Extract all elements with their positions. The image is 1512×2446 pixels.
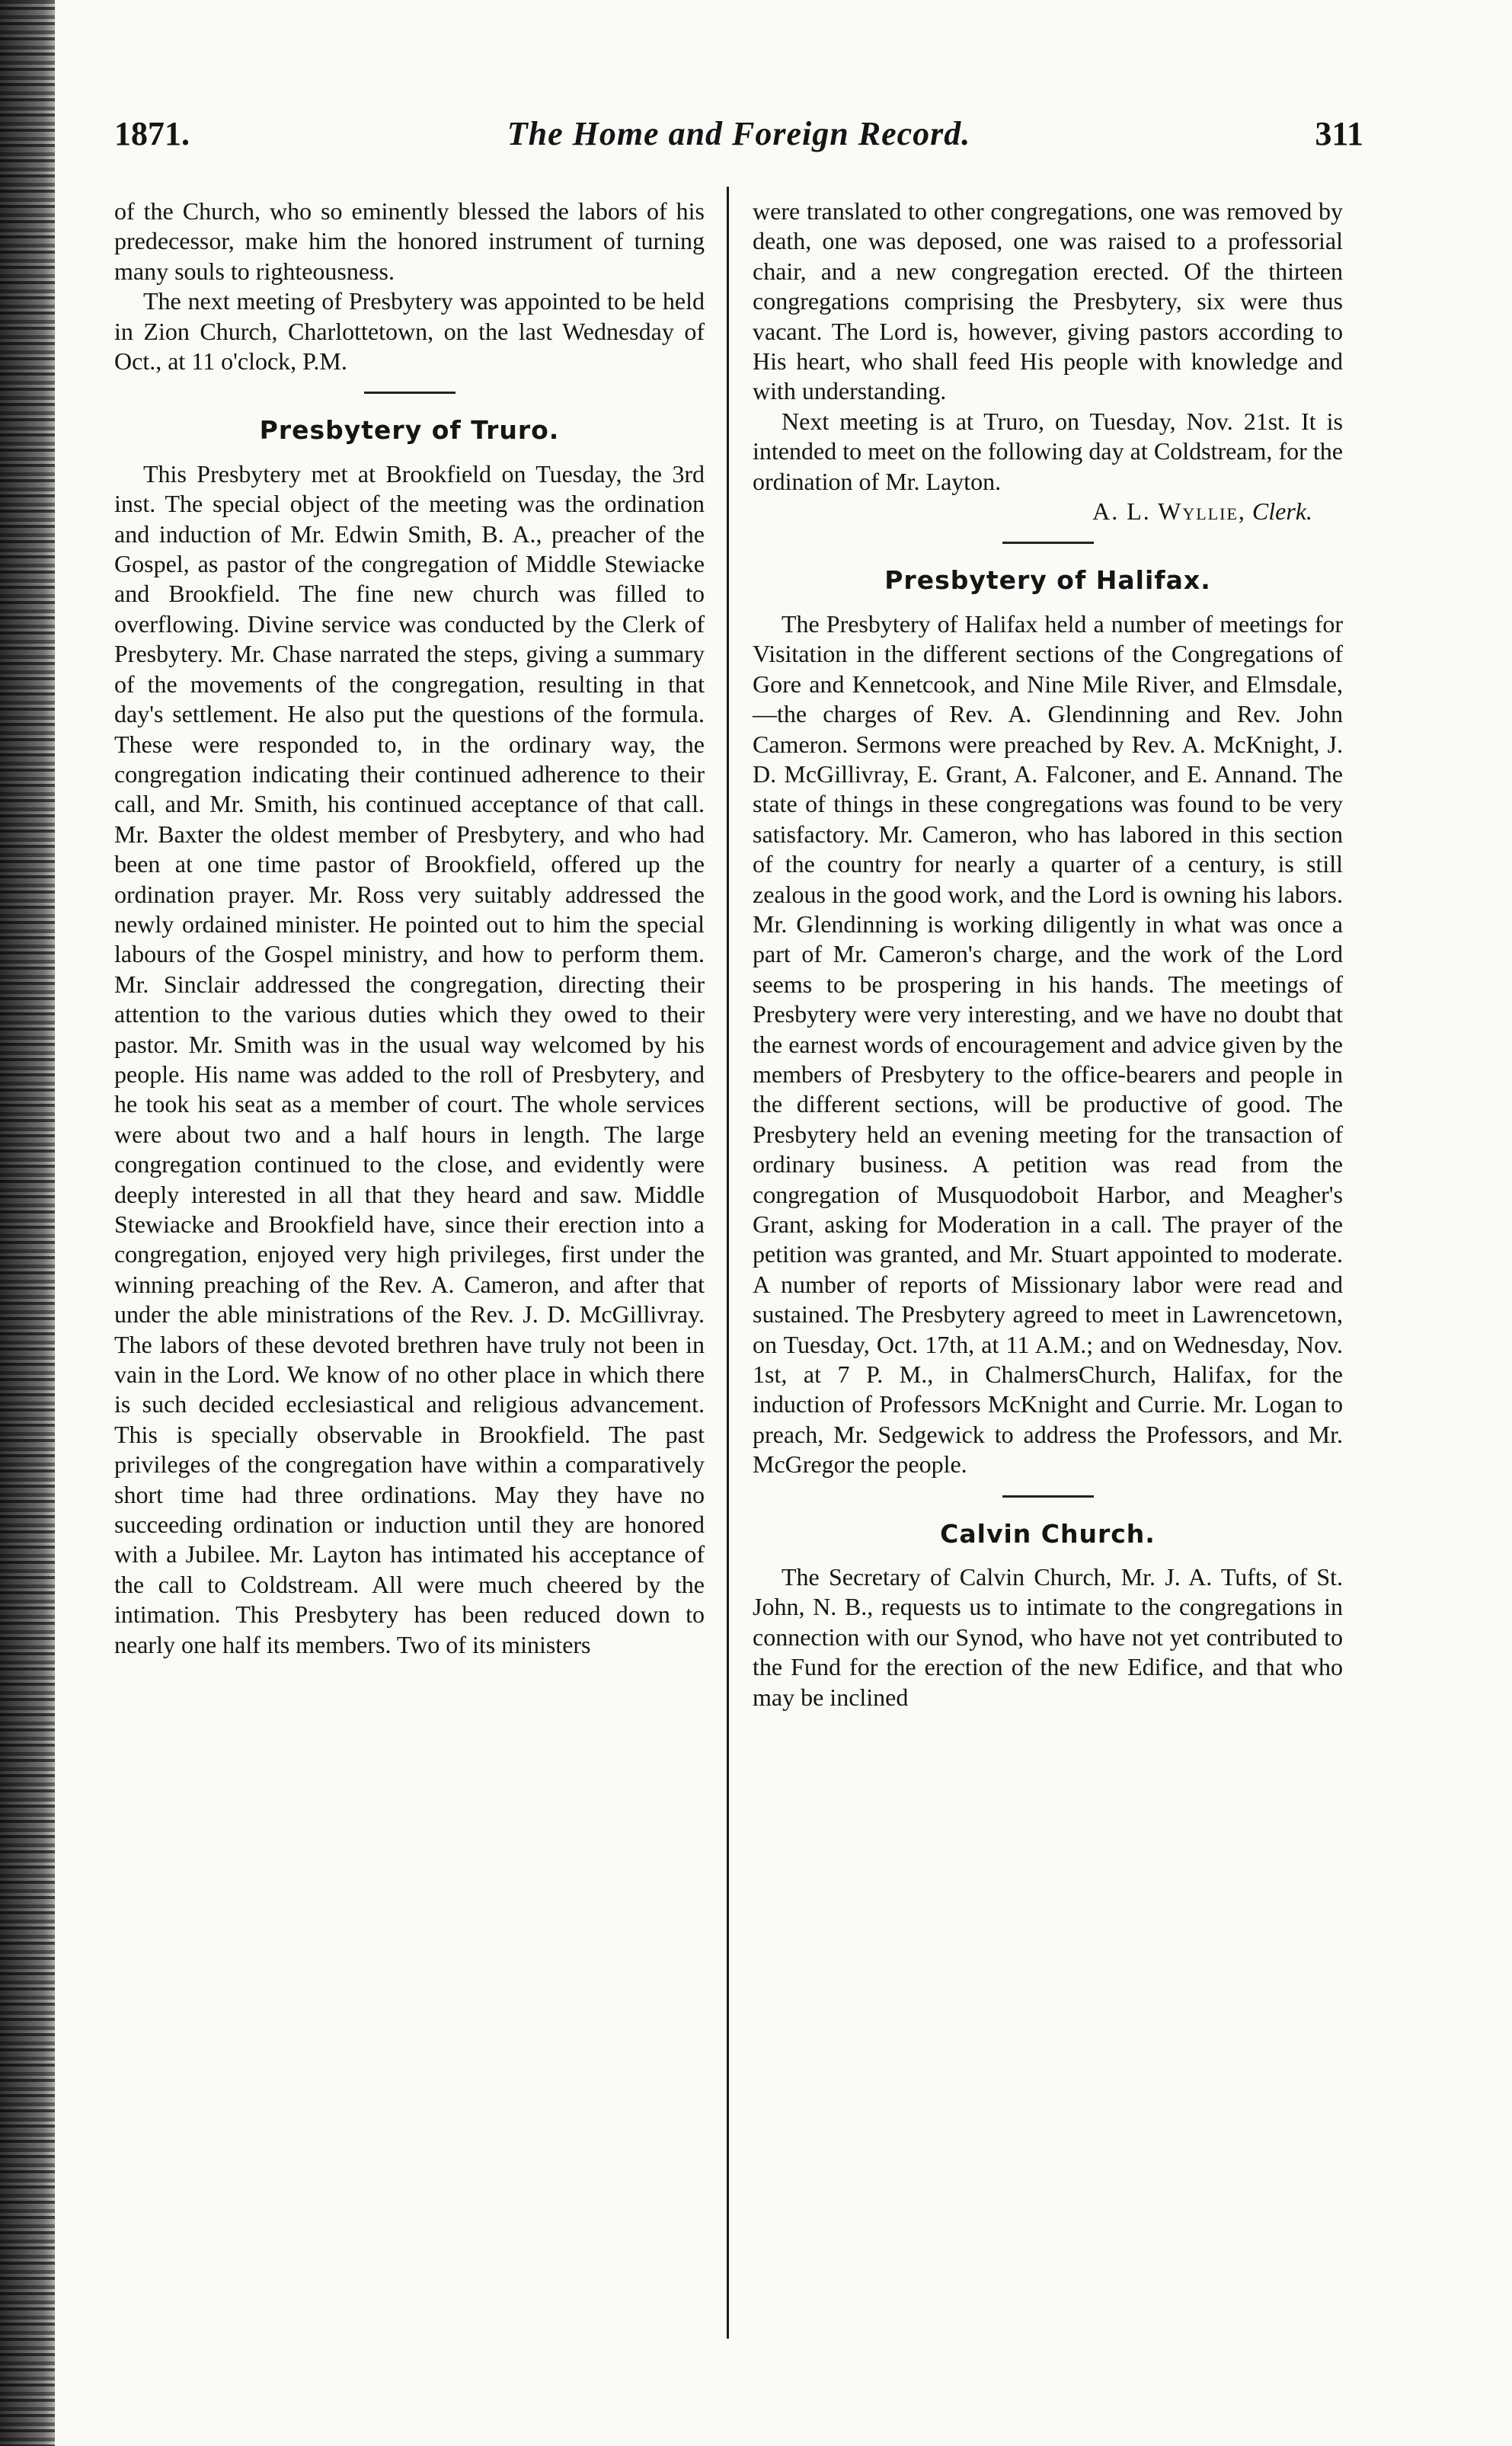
running-header [114, 114, 1363, 183]
section-rule [364, 392, 456, 394]
truro-next-meeting: Next meeting is at Truro, on Tuesday, Nov. 21st. It is intended to meet on the following day at Coldstream, for the ordination of Mr. Layton. [753, 407, 1343, 495]
section-rule [1002, 542, 1094, 544]
signature-role: Clerk. [1251, 497, 1312, 526]
column-divider [727, 187, 729, 2339]
calvin-heading: Calvin Church. [940, 1518, 1156, 1549]
book-binding-edge [0, 0, 55, 2446]
section-rule [1002, 1495, 1094, 1498]
header-title: The Home and Foreign Record. [507, 115, 971, 152]
calvin-body: The Secretary of Calvin Church, Mr. J. A. Tufts, of St. John, N. B., requests us to intimate to the congregations in connection with our Synod, who have not yet contributed to the Fund for the erection of the new Edifice, and that who may be inclined [753, 1563, 1343, 1711]
next-meeting-paragraph: The next meeting of Presbytery was appointed to be held in Zion Church, Charlottetown, on the last Wednesday of Oct., at 11 o'clock, P.M. [114, 287, 705, 376]
signature-name: A. L. Wyllie, [1092, 497, 1246, 526]
header-year: 1871. [114, 115, 190, 152]
continued-paragraph: of the Church, who so eminently blessed the labors of his predecessor, make him the honored instrument of turning many souls to righteousness. [114, 197, 705, 285]
truro-heading: Presbytery of Truro. [259, 415, 560, 446]
truro-continued: were translated to other congregations, one was removed by death, one was deposed, one was raised to a professorial chair, and a new congregation erected. Of the thirteen congregations comprising the Presbytery, six were thus vacant. The Lord is, however, giving pastors according to His heart, who shall feed His people with knowledge and with understanding. [753, 197, 1343, 405]
page-number: 311 [1315, 115, 1363, 152]
halifax-body: The Presbytery of Halifax held a number of meetings for Visitation in the different sections of the Congregations of Gore and Kennetcook, and Nine Mile River, and Elmsdale,—the charges of Rev. A. Glendinning and Rev. John Cameron. Sermons were preached by Rev. A. McKnight, J. D. McGillivray, E. Grant, A. Falconer, and E. Annand. The state of things in these congregations was found to be very satisfactory. Mr. Cameron, who has labored in this section of the country for nearly a quarter of a century, is still zealous in the good work, and the Lord is owning his labors. Mr. Glendinning is working diligently in what was once a part of Mr. Cameron's charge, and the work of the Lord seems to be prospering in his hands. The meetings of Presbytery were very interesting, and we have no doubt that the earnest words of encouragement and advice given by the members of Presbytery to the office-bearers and people in the different sections, will be productive of good. The Presbytery held an evening meeting for the transaction of ordinary business. A petition was read from the congregation of Musquodoboit Harbor, and Meagher's Grant, asking for Moderation in a call. The prayer of the petition was granted, and Mr. Stuart appointed to moderate. A number of reports of Missionary labor were read and sustained. The Presbytery agreed to meet in Lawrencetown, on Tuesday, Oct. 17th, at 11 A.M.; and on Wednesday, Nov. 1st, at 7 P. M., in ChalmersChurch, Halifax, for the induction of Professors McKnight and Currie. Mr. Logan to preach, Mr. Sedgewick to address the Professors, and Mr. McGregor the people. [753, 609, 1343, 1479]
right-column [753, 197, 1343, 1712]
truro-body: This Presbytery met at Brookfield on Tuesday, the 3rd inst. The special object of the meeting was the ordination and induction of Mr. Edwin Smith, B. A., preacher of the Gospel, as pastor of the congregation of Middle Stewiacke and Brookfield. The fine new church was filled to overflowing. Divine service was conducted by the Clerk of Presbytery. Mr. Chase narrated the steps, giving a summary of the movements of the congregation, resulting in that day's settlement. He also put the questions of the formula. These were responded to, in the ordinary way, the congregation indicating their continued adherence to their call, and Mr. Smith, his continued acceptance of that call. Mr. Baxter the oldest member of Presbytery, and who had been at one time pastor of Brookfield, offered up the ordination prayer. Mr. Ross very suitably addressed the newly ordained minister. He pointed out to him the special labours of the Gospel ministry, and how to perform them. Mr. Sinclair addressed the congregation, directing their attention to the various duties which they owed to their pastor. Mr. Smith was in the usual way welcomed by his people. His name was added to the roll of Presbytery, and he took his seat as a member of court. The whole services were about two and a half hours in length. The large congregation continued to the close, and evidently were deeply interested in all that they heard and saw. Middle Stewiacke and Brookfield have, since their erection into a congregation, enjoyed very high privileges, first under the winning preaching of the Rev. A. Cameron, and after that under the able ministrations of the Rev. J. D. McGillivray. The labors of these devoted brethren have truly not been in vain in the Lord. We know of no other place in which there is such decided ecclesiastical and religious advancement. This is specially observable in Brookfield. The past privileges of the congregation have within a comparatively short time had three ordinations. May they have no succeeding ordination or induction until they are honored with a Jubilee. Mr. Layton has intimated his acceptance of the call to Coldstream. All were much cheered by the intimation. This Presbytery has been reduced down to nearly one half its members. Two of its ministers [114, 459, 705, 1658]
left-column [114, 197, 705, 1660]
truro-signature [753, 497, 1343, 526]
halifax-heading: Presbytery of Halifax. [884, 565, 1211, 596]
